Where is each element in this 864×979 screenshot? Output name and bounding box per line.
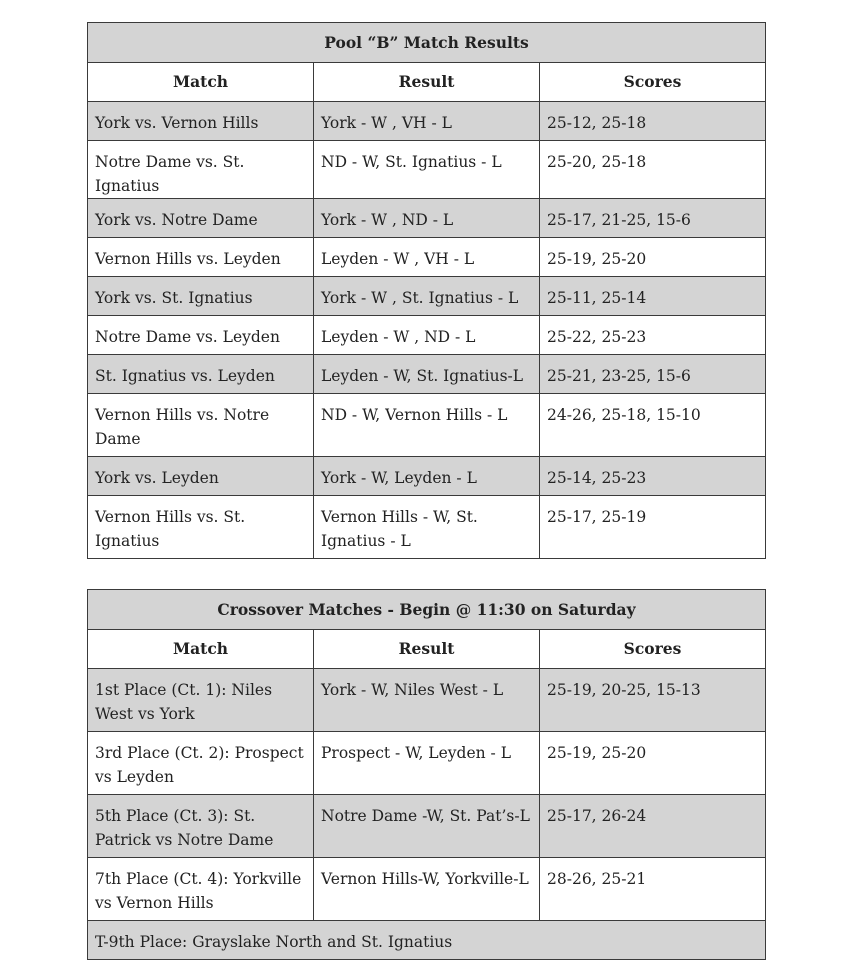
result-cell: York - W, Niles West - L xyxy=(314,669,540,732)
table-row xyxy=(88,496,766,559)
table-row xyxy=(88,795,766,858)
table-row xyxy=(88,141,766,199)
table-row xyxy=(88,355,766,394)
result-cell: York - W , ND - L xyxy=(314,199,540,238)
scores-cell: 24-26, 25-18, 15-10 xyxy=(540,394,766,457)
scores-cell: 25-19, 25-20 xyxy=(540,238,766,277)
match-cell: Notre Dame vs. St. Ignatius xyxy=(88,141,314,199)
column-header-match: Match xyxy=(88,630,314,669)
table-row xyxy=(88,277,766,316)
match-cell: York vs. Leyden xyxy=(88,457,314,496)
match-cell: Vernon Hills vs. Notre Dame xyxy=(88,394,314,457)
scores-cell: 25-11, 25-14 xyxy=(540,277,766,316)
column-header-scores: Scores xyxy=(540,63,766,102)
result-cell: York - W, Leyden - L xyxy=(314,457,540,496)
table-row xyxy=(88,732,766,795)
result-cell: Vernon Hills - W, St. Ignatius - L xyxy=(314,496,540,559)
scores-cell: 25-17, 25-19 xyxy=(540,496,766,559)
match-cell: 7th Place (Ct. 4): Yorkville vs Vernon Hills xyxy=(88,858,314,921)
result-cell: ND - W, St. Ignatius - L xyxy=(314,141,540,199)
match-cell: 5th Place (Ct. 3): St. Patrick vs Notre Dame xyxy=(88,795,314,858)
scores-cell: 25-21, 23-25, 15-6 xyxy=(540,355,766,394)
table-row xyxy=(88,457,766,496)
tied-ninth-place-note: T-9th Place: Grayslake North and St. Ignatius xyxy=(88,921,766,960)
result-cell: ND - W, Vernon Hills - L xyxy=(314,394,540,457)
match-cell: York vs. St. Ignatius xyxy=(88,277,314,316)
match-cell: York vs. Notre Dame xyxy=(88,199,314,238)
column-header-result: Result xyxy=(314,63,540,102)
scores-cell: 25-17, 26-24 xyxy=(540,795,766,858)
column-header-match: Match xyxy=(88,63,314,102)
scores-cell: 25-19, 20-25, 15-13 xyxy=(540,669,766,732)
match-cell: Vernon Hills vs. Leyden xyxy=(88,238,314,277)
column-header-scores: Scores xyxy=(540,630,766,669)
result-cell: York - W , St. Ignatius - L xyxy=(314,277,540,316)
scores-cell: 25-19, 25-20 xyxy=(540,732,766,795)
scores-cell: 25-14, 25-23 xyxy=(540,457,766,496)
scores-cell: 25-12, 25-18 xyxy=(540,102,766,141)
scores-cell: 25-20, 25-18 xyxy=(540,141,766,199)
scores-cell: 28-26, 25-21 xyxy=(540,858,766,921)
table-row xyxy=(88,199,766,238)
match-cell: Vernon Hills vs. St. Ignatius xyxy=(88,496,314,559)
crossover-title: Crossover Matches - Begin @ 11:30 on Saturday xyxy=(88,590,766,630)
result-cell: Leyden - W , ND - L xyxy=(314,316,540,355)
pool-b-results-table xyxy=(87,22,766,559)
match-cell: Notre Dame vs. Leyden xyxy=(88,316,314,355)
result-cell: Prospect - W, Leyden - L xyxy=(314,732,540,795)
table-row xyxy=(88,238,766,277)
column-header-result: Result xyxy=(314,630,540,669)
result-cell: Notre Dame -W, St. Pat’s-L xyxy=(314,795,540,858)
match-cell: 3rd Place (Ct. 2): Prospect vs Leyden xyxy=(88,732,314,795)
crossover-matches-table xyxy=(87,589,766,960)
table-row xyxy=(88,669,766,732)
result-cell: Leyden - W , VH - L xyxy=(314,238,540,277)
pool-b-title: Pool “B” Match Results xyxy=(88,23,766,63)
result-cell: York - W , VH - L xyxy=(314,102,540,141)
match-cell: St. Ignatius vs. Leyden xyxy=(88,355,314,394)
table-row xyxy=(88,858,766,921)
table-row xyxy=(88,102,766,141)
result-cell: Leyden - W, St. Ignatius-L xyxy=(314,355,540,394)
result-cell: Vernon Hills-W, Yorkville-L xyxy=(314,858,540,921)
table-row xyxy=(88,316,766,355)
match-cell: York vs. Vernon Hills xyxy=(88,102,314,141)
match-cell: 1st Place (Ct. 1): Niles West vs York xyxy=(88,669,314,732)
scores-cell: 25-17, 21-25, 15-6 xyxy=(540,199,766,238)
table-row xyxy=(88,394,766,457)
scores-cell: 25-22, 25-23 xyxy=(540,316,766,355)
